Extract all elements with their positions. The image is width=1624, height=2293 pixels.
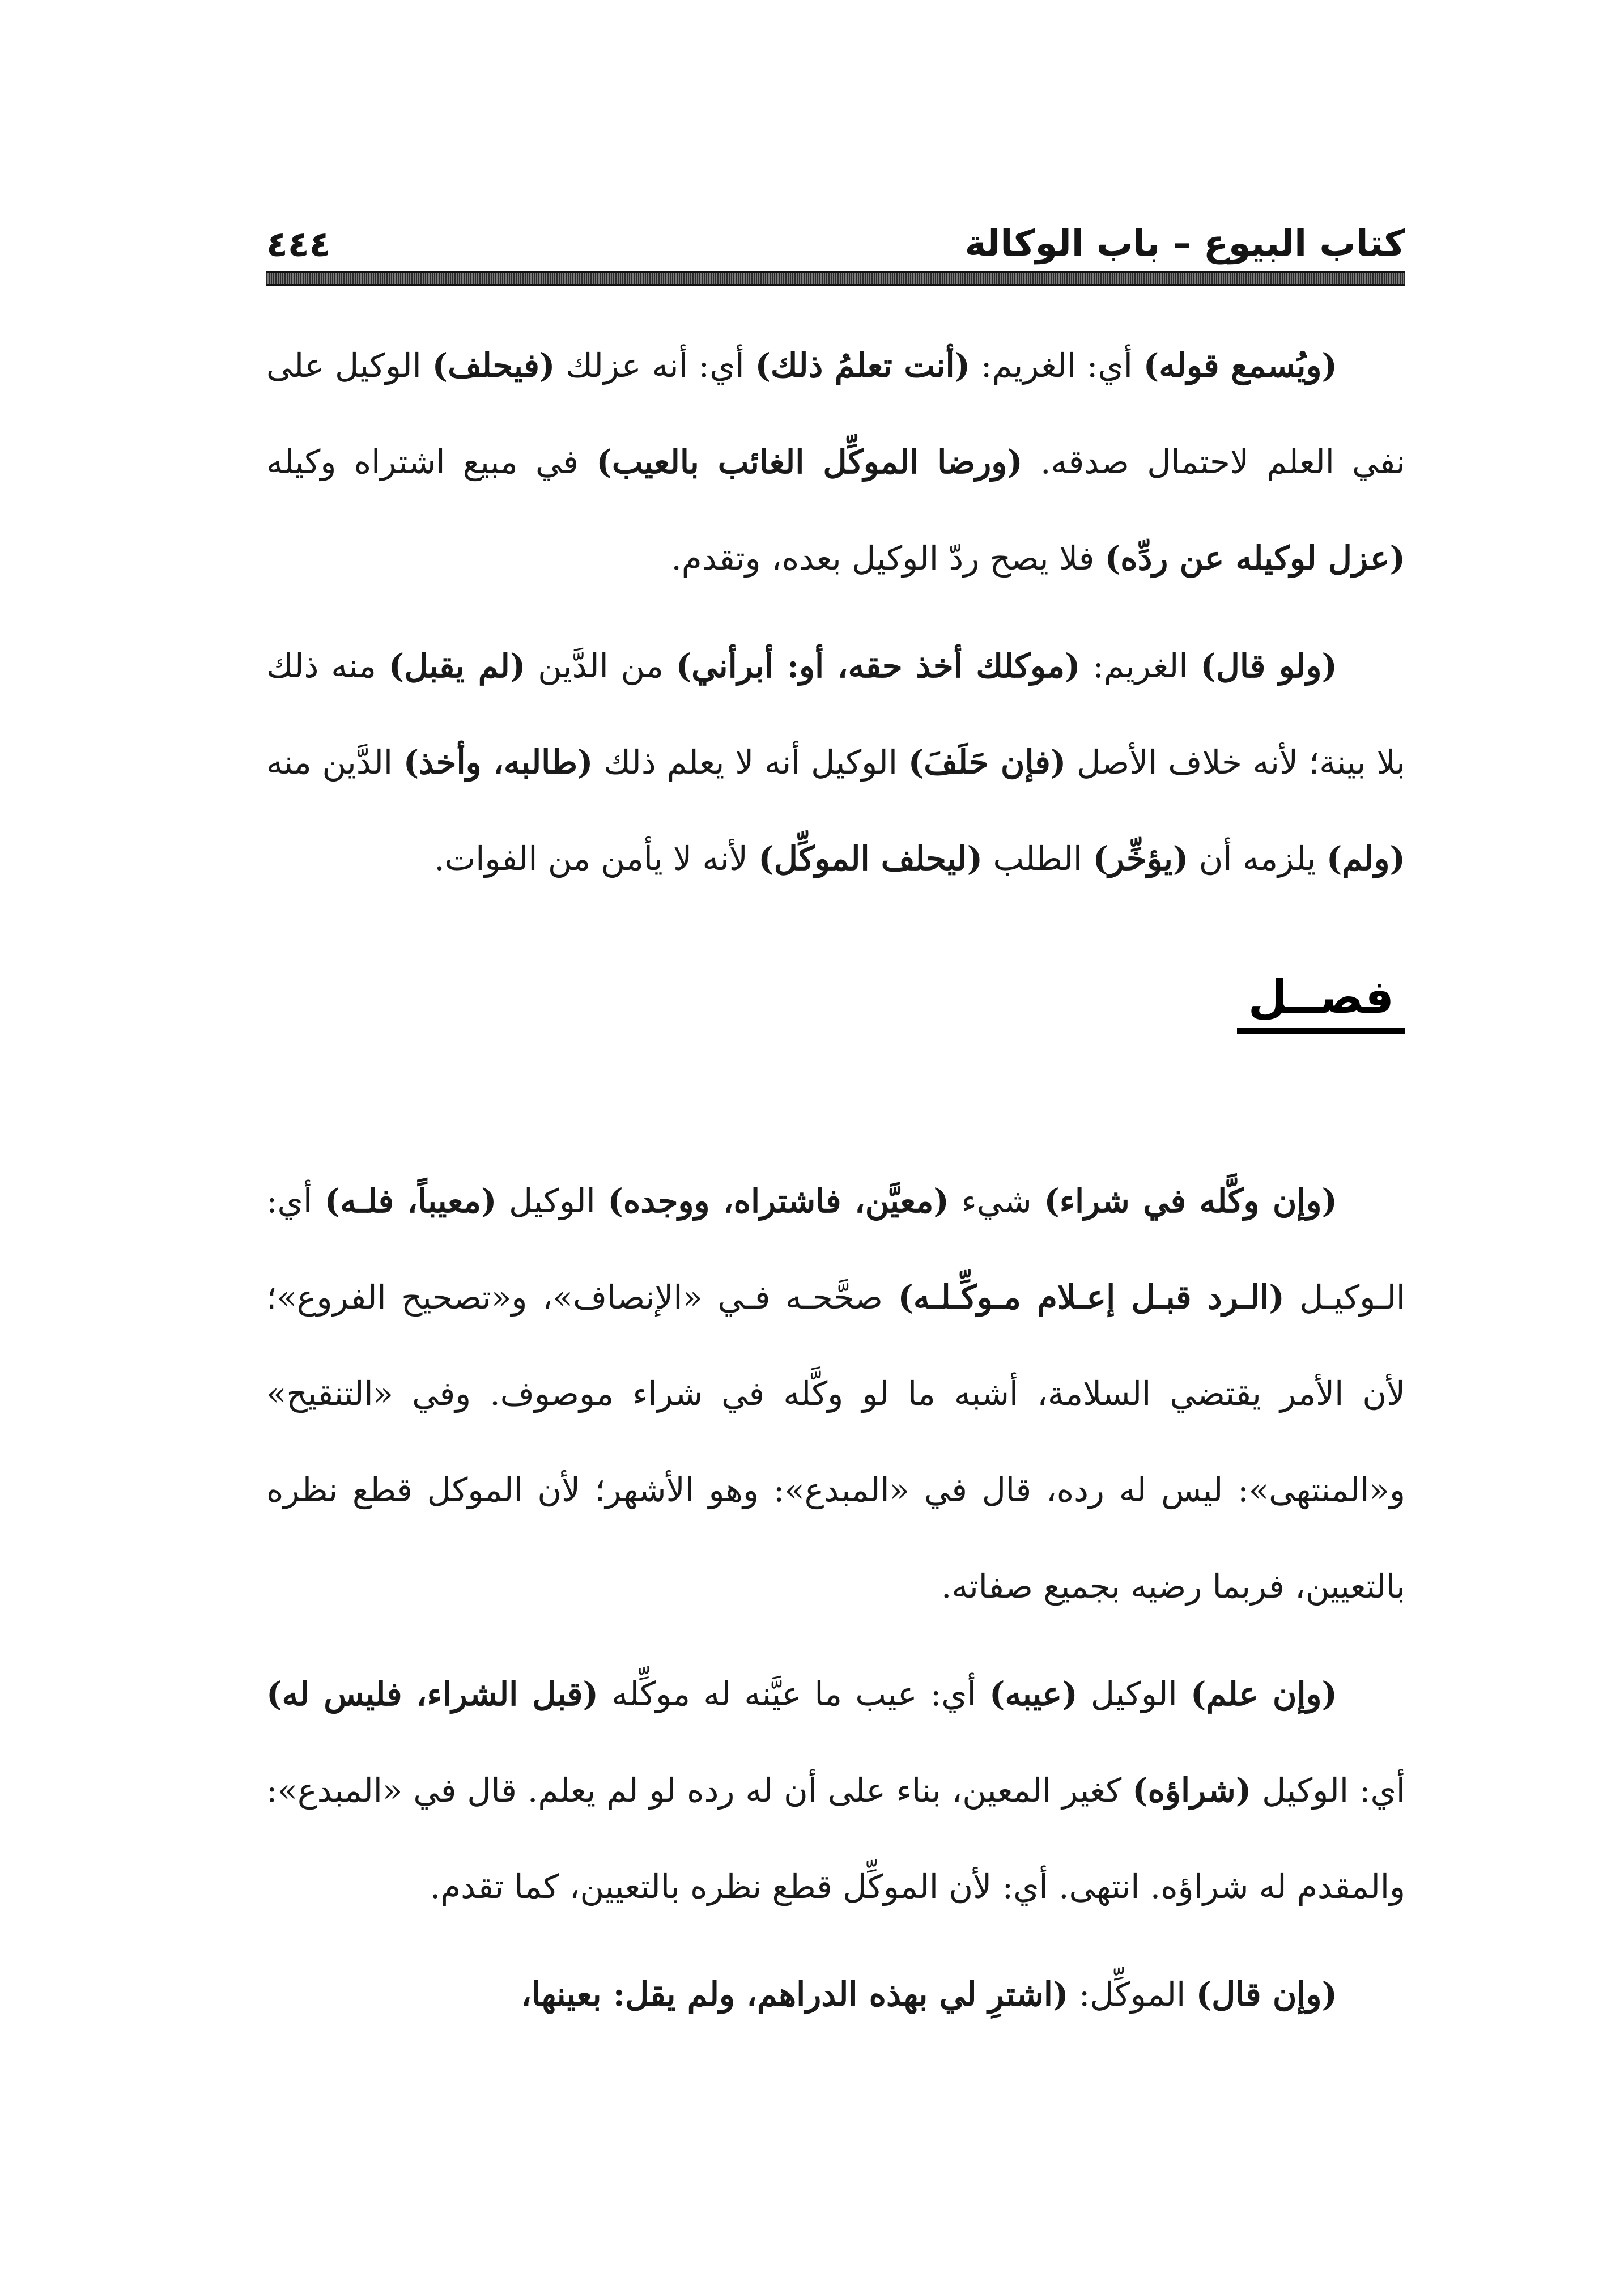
paragraph	[266, 317, 1405, 606]
text-run: شيء	[949, 1182, 1044, 1220]
bold-phrase: (ولم)	[1326, 839, 1405, 878]
bold-phrase: (موكلك أخذ حقه، أو: أبرأني)	[675, 647, 1081, 685]
bold-phrase: (وإن علم)	[1190, 1675, 1338, 1713]
bold-phrase: (شراؤه)	[1132, 1771, 1252, 1810]
text-run: الوكيل	[496, 1182, 608, 1220]
body-text	[266, 317, 1405, 2043]
text-run: من الدَّين	[525, 647, 676, 685]
bold-phrase: (ويُسمع قوله)	[1143, 346, 1337, 385]
bold-phrase: (طالبه، وأخذ)	[403, 743, 593, 782]
text-run: فلا يصح ردّ الوكيل بعده، وتقدم.	[671, 539, 1105, 578]
text-run: أي: أنه عزلك	[555, 346, 755, 385]
text-run: يلزمه أن	[1188, 839, 1327, 878]
bold-phrase: (ليحلف الموكِّل)	[758, 839, 983, 878]
text-run: أي: الـوكيـل	[266, 1182, 1405, 1317]
header-rule	[266, 271, 1405, 286]
bold-phrase: (وإن قال)	[1196, 1975, 1337, 2014]
text-run: أي: الوكيل	[1251, 1771, 1406, 1810]
bold-phrase: (يؤخِّر)	[1092, 839, 1189, 878]
text-run: الوكيل على نفي العلم لاحتمال صدقه.	[266, 346, 1405, 481]
text-run: لأنه لا يأمن من الفوات.	[434, 839, 759, 878]
text-run: في مبيع اشتراه وكيله	[266, 443, 597, 481]
bold-phrase: (عزل لوكيله عن ردِّه)	[1104, 539, 1405, 578]
paragraphs-before-section	[266, 317, 1405, 907]
paragraphs-after-section	[266, 1153, 1405, 2043]
bold-phrase: (وإن وكَّله في شراء)	[1044, 1182, 1337, 1220]
text-run: الغريم:	[1080, 647, 1201, 685]
text-run: الطلب	[983, 839, 1093, 878]
text-run: الوكيل أنه لا يعلم ذلك	[593, 743, 908, 782]
bold-phrase: (لم يقبل)	[388, 647, 526, 685]
text-run: الوكيل	[1077, 1675, 1191, 1713]
paragraph	[266, 1646, 1405, 1935]
running-title: كتاب البيوع – باب الوكالة	[964, 223, 1405, 265]
bold-phrase: (قبل الشراء، فليس له)	[266, 1675, 598, 1713]
bold-phrase: (فيحلف)	[432, 346, 555, 385]
text-run: كغير المعين، بناء على أن له رده لو لم يعلم. قال في «المبدع»: والمقدم له شراؤه. انتهى. أي: لأن الموكِّل قطع نظره بالتعيين، كما تقدم.	[266, 1771, 1405, 1906]
bold-phrase: (أنت تعلمُ ذلك)	[755, 346, 971, 385]
text-run: الموكِّل:	[1068, 1975, 1196, 2014]
page-number: ٤٤٤	[266, 223, 331, 265]
text-run: صحَّحـه فـي «الإنصاف»، و«تصحيح الفروع»؛ لأن الأمر يقتضي السلامة، أشبه ما لو وكَّله في شراء موصوف. وفي «التنقيح» و«المنتهى»: ليس له رده، قال في «المبدع»: وهو الأشهر؛ لأن الموكل قطع نظره بالتعيين، فربما رضيه بجميع صفاته.	[266, 1278, 1405, 1606]
bold-phrase: (ورضا الموكِّل الغائب بالعيب)	[596, 443, 1023, 481]
paragraph	[266, 1946, 1405, 2043]
bold-phrase: (اشترِ لي بهذه الدراهم، ولم يقل: بعينها،	[521, 1975, 1069, 2014]
text-run: الدَّين منه	[266, 743, 403, 782]
bold-phrase: (ولو قال)	[1200, 647, 1337, 685]
bold-phrase: (معيباً، فلـه)	[324, 1182, 497, 1220]
text-run: أي: الغريم:	[970, 346, 1143, 385]
text-run: منه ذلك بلا بينة؛ لأنه خلاف الأصل	[266, 647, 1405, 782]
text-run: أي: عيب ما عيَّنه له موكِّله	[598, 1675, 990, 1713]
bold-phrase: (عيبه)	[989, 1675, 1078, 1713]
section-heading	[266, 971, 1405, 1034]
bold-phrase: (فإن حَلَفَ)	[908, 743, 1066, 782]
page-header	[266, 210, 1405, 272]
paragraph	[266, 1153, 1405, 1634]
bold-phrase: (معيَّن، فاشتراه، ووجده)	[607, 1182, 949, 1220]
section-heading-label: فصــل	[1237, 975, 1405, 1034]
paragraph	[266, 618, 1405, 907]
bold-phrase: (الـرد قبـل إعـلام مـوكِّـلـه)	[898, 1278, 1285, 1317]
